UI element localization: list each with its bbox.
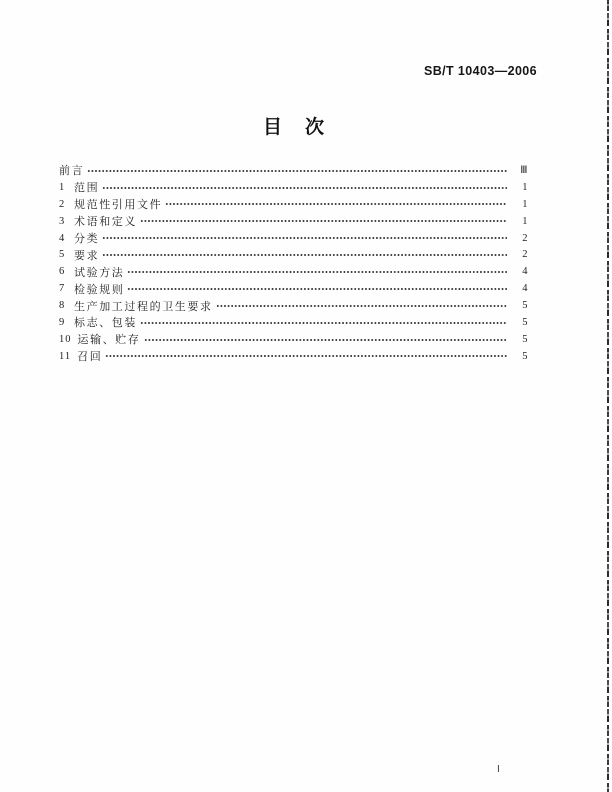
toc-dot-leader (140, 314, 507, 331)
toc-entry (59, 263, 528, 280)
toc-entry-title: 运输、贮存 (77, 334, 141, 347)
toc-dot-leader (140, 213, 507, 230)
toc-dot-leader (102, 179, 507, 196)
toc-entry-title: 标志、包装 (74, 317, 137, 330)
toc-entry (59, 162, 528, 179)
toc-entry-page-number: 1 (522, 215, 528, 227)
toc-entry-title: 范围 (74, 182, 100, 195)
page-title (59, 112, 528, 139)
toc-entry-number: 3 (59, 215, 66, 227)
toc-entry-number: 4 (59, 232, 66, 244)
footer-page-number: Ⅰ (497, 765, 500, 775)
toc-entry-page-number: 2 (522, 249, 528, 261)
toc-dot-leader (102, 230, 507, 247)
toc-entry-number: 7 (59, 283, 66, 295)
toc-entry (59, 280, 528, 297)
toc-entry-title: 规范性引用文件 (74, 199, 163, 212)
toc-entry-page-number: 4 (522, 266, 528, 278)
toc-dot-leader (144, 331, 508, 348)
toc-entry (59, 297, 528, 314)
toc-entry-page-number: 5 (522, 333, 528, 345)
toc-entry-title: 要求 (74, 249, 100, 262)
page-title-char-1: 目 (262, 117, 282, 138)
toc-entry-number: 8 (59, 300, 66, 312)
toc-entry-page-number: 5 (522, 350, 528, 362)
standard-number-header: SB/T 10403—2006 (423, 64, 537, 78)
toc-entry-page-number: 1 (522, 181, 528, 193)
toc-dot-leader (127, 280, 507, 297)
toc-list (59, 162, 528, 365)
toc-entry-number: 11 (59, 350, 72, 362)
toc-entry (59, 348, 528, 365)
toc-entry (59, 314, 528, 331)
toc-dot-leader (165, 196, 507, 213)
toc-entry-page-number: 1 (522, 198, 528, 210)
toc-dot-leader (105, 348, 507, 365)
toc-entry-title: 检验规则 (74, 283, 125, 296)
toc-entry-number: 10 (59, 333, 72, 345)
toc-dot-leader (127, 263, 507, 280)
toc-entry-page-number: 2 (522, 232, 528, 244)
scan-artifact-line (607, 0, 609, 792)
toc-entry-title: 前言 (59, 165, 85, 178)
toc-entry-page-number: 5 (522, 300, 528, 312)
toc-entry (59, 196, 528, 213)
toc-entry-title: 召回 (77, 351, 103, 364)
toc-entry-title: 试验方法 (74, 266, 125, 279)
toc-entry-title: 生产加工过程的卫生要求 (74, 300, 213, 313)
toc-dot-leader (87, 162, 507, 179)
toc-entry-number: 1 (59, 181, 66, 193)
page-title-char-2: 次 (305, 117, 325, 138)
toc-entry-number: 5 (59, 249, 66, 261)
toc-entry-page-number: 5 (522, 316, 528, 328)
toc-entry-title: 分类 (74, 233, 100, 245)
toc-entry-number: 9 (59, 316, 66, 328)
toc-entry (59, 179, 528, 196)
toc-entry-page-number: Ⅲ (520, 165, 528, 177)
toc-entry-number: 2 (59, 198, 66, 210)
toc-entry (59, 213, 528, 230)
toc-dot-leader (216, 297, 507, 314)
toc-entry (59, 331, 528, 348)
toc-entry-number: 6 (59, 266, 66, 278)
toc-entry (59, 246, 528, 263)
toc-entry-title: 术语和定义 (74, 216, 137, 229)
toc-entry (59, 230, 528, 247)
toc-entry-page-number: 4 (522, 283, 528, 295)
toc-dot-leader (102, 246, 507, 263)
